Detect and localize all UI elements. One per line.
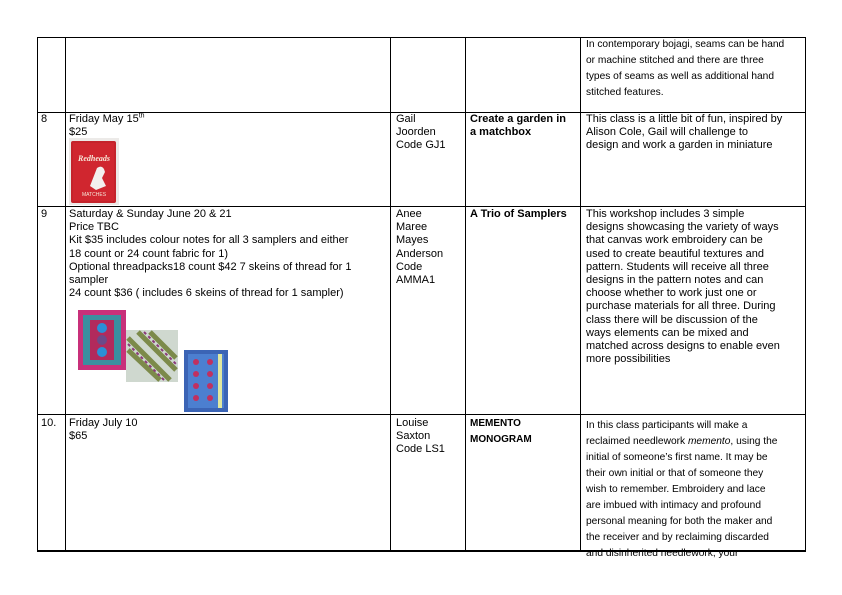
text-fragment: reclaimed needlework [586,436,688,447]
text-line: stitched features. [586,87,664,98]
text-line: Gail [396,113,416,125]
text-line: Friday July 10 [69,417,138,429]
text-line: designs in the pattern notes and can [586,274,764,287]
description-cell [586,418,777,562]
column-divider [37,37,38,551]
text-line: sampler [69,274,109,287]
text-line: MONOGRAM [470,434,532,445]
text-line: Code GJ1 [396,139,446,152]
date-cell [69,113,145,139]
text-line: ways elements can be mixed and [586,326,749,339]
tutor-cell [396,417,445,457]
text-line: Maree [396,221,428,234]
date-cell [69,208,352,300]
text-fragment: , using the [730,436,778,447]
text-line: Mayes [396,234,429,247]
text-line: This class is a little bit of fun, inspired by [586,113,783,125]
emphasis-text: memento [687,436,731,447]
text-line: 18 count or 24 count fabric for 1) [69,247,228,260]
row-divider [37,414,806,415]
text-line: designs showcasing the variety of ways [586,221,779,234]
svg-text:MATCHES: MATCHES [81,192,107,198]
text-line: Code LS1 [396,443,445,456]
text-line: the receiver and by reclaiming discarded [586,532,769,543]
text-line: and disinherited needlework, your [586,548,739,559]
text-line: Anderson [396,247,444,260]
column-divider [65,37,66,551]
row-number: 8 [41,113,48,125]
class-title [470,113,566,139]
description-cell [586,113,782,153]
text-line: Louise [396,417,429,429]
text-line: Price TBC [69,221,119,234]
text-line: 24 count $36 ( includes 6 skeins of thread for 1 sampler) [69,287,344,300]
text-line: wish to remember. Embroidery and lace [586,484,766,495]
text-line: $65 [69,430,88,443]
text-line: used to create beautiful textures and [586,247,764,260]
text-line: choose whether to work just one or [586,287,757,300]
column-divider [580,37,581,551]
text-line [586,434,777,450]
text-line: design and work a garden in miniature [586,139,773,152]
text-line: In contemporary bojagi, seams can be hand [586,39,785,50]
text-line: This workshop includes 3 simple [586,208,745,220]
text-line: AMMA1 [396,274,436,287]
date-text: Friday May 15 [69,113,139,125]
text-line: class there will be discussion of the [586,313,758,326]
description-cell [586,208,780,366]
text-line: Optional threadpacks18 count $42 7 skeins of thread for 1 [69,260,352,273]
text-line: Joorden [396,126,436,139]
text-line: a matchbox [470,126,532,139]
row-number: 9 [41,208,48,220]
text-line: or machine stitched and there are three [586,55,764,66]
samplers-image [76,308,231,413]
date-suffix: th [138,112,145,120]
text-line: purchase materials for all three. During [586,300,776,313]
text-line: are imbued with intimacy and profound [586,500,761,511]
text-line: Alison Cole, Gail will challenge to [586,126,749,139]
text-line: their own initial or that of someone they [586,468,764,479]
class-title: A Trio of Samplers [470,208,567,220]
text-line: Kit $35 includes colour notes for all 3 samplers and either [69,234,349,247]
text-line: Code [396,260,423,273]
column-divider [390,37,391,551]
text-line: Saturday & Sunday June 20 & 21 [69,208,232,220]
text-line: matched across designs to enable even [586,340,780,353]
row-divider [37,206,806,207]
text-line: Anee [396,208,422,220]
tutor-cell [396,208,443,287]
text-line: In this class participants will make a [586,420,748,431]
text-line: MEMENTO [470,418,521,429]
text-line: pattern. Students will receive all three [586,260,769,273]
class-title [470,416,532,448]
matchbox-image [69,138,119,205]
row-number: 10. [41,417,57,429]
text-line: more possibilities [586,353,671,366]
svg-text:Redheads: Redheads [78,154,110,163]
text-line: Saxton [396,430,431,443]
text-line: that canvas work embroidery can be [586,234,763,247]
text-line: Create a garden in [470,113,566,125]
text-line: types of seams as well as additional hand [586,71,775,82]
text-line: initial of someone’s first name. It may be [586,452,768,463]
column-divider [805,37,806,551]
column-divider [465,37,466,551]
description-cell [586,37,784,101]
text-line: personal meaning for both the maker and [586,516,773,527]
tutor-cell [396,113,446,153]
price: $25 [69,126,88,139]
date-cell [69,417,137,443]
